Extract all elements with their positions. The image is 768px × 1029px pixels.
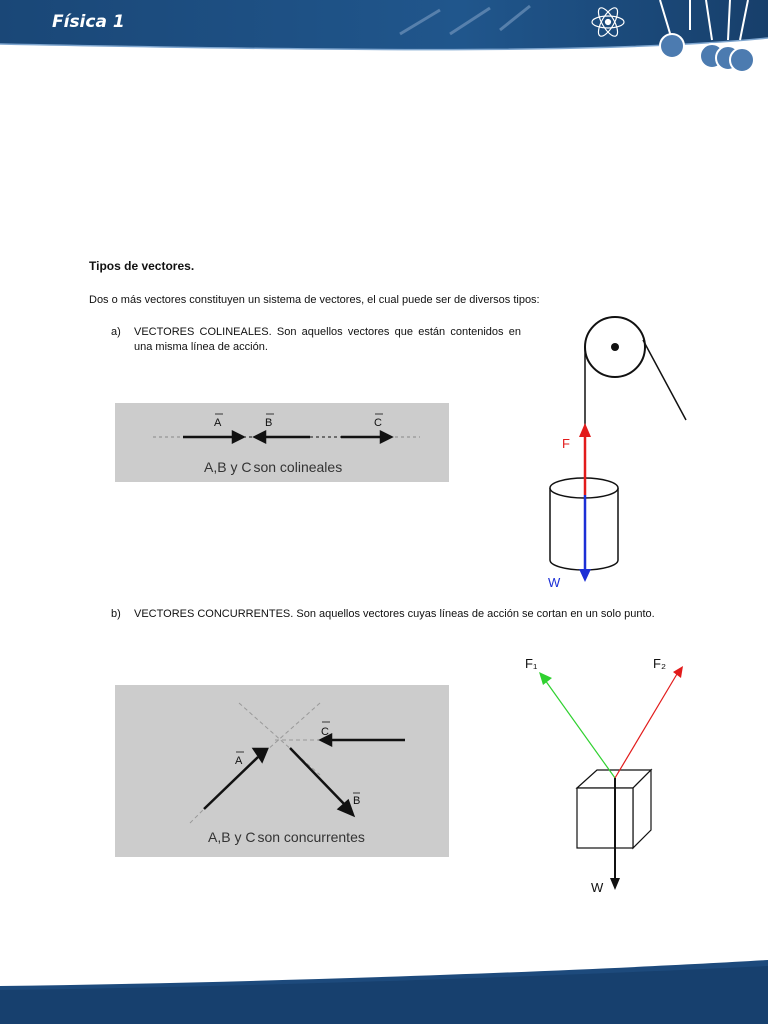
- page-header: [0, 0, 768, 80]
- label-c: C: [321, 726, 329, 738]
- item-concurrentes: [111, 607, 731, 622]
- f2-label: F₂: [653, 656, 666, 671]
- item-term: VECTORES CONCURRENTES: [134, 608, 291, 620]
- colineales-diagram: [115, 403, 449, 482]
- label-a: A: [214, 417, 222, 429]
- item-marker: b): [111, 608, 121, 620]
- f1-label: F₁: [525, 656, 538, 671]
- weight-label: W: [591, 880, 604, 895]
- block-forces-figure: [515, 650, 705, 900]
- concurrentes-diagram: [115, 685, 449, 857]
- item-colineales: [111, 325, 521, 355]
- item-marker: a): [111, 326, 121, 338]
- item-text: . Son aquellos vectores cuyas líneas de acción se cortan en un solo punto.: [290, 608, 655, 620]
- vector-a: [204, 757, 258, 809]
- item-term: VECTORES COLINEALES: [134, 326, 269, 338]
- label-c: C: [374, 417, 382, 429]
- force-f-label: F: [562, 436, 570, 451]
- item-text: . Son aquellos vectores que están contenidos en una misma línea de acción.: [134, 326, 521, 353]
- caption-concurrentes: A,B y C son concurrentes: [208, 829, 365, 845]
- intro-paragraph: Dos o más vectores constituyen un sistema de vectores, el cual puede ser de diversos tipos:: [89, 294, 540, 306]
- section-title: Tipos de vectores.: [89, 259, 195, 273]
- f2-arrow: [615, 674, 677, 778]
- label-b: B: [265, 417, 273, 429]
- item-body: [134, 607, 731, 622]
- label-b: B: [353, 795, 361, 807]
- item-body: [134, 325, 521, 355]
- vector-b: [290, 748, 347, 807]
- weight-w-label: W: [548, 575, 561, 590]
- label-a: A: [235, 755, 243, 767]
- f1-arrow: [545, 680, 615, 778]
- caption-colineales: A,B y C son colineales: [204, 459, 343, 475]
- pulley-figure: [540, 310, 700, 595]
- header-title: Física 1: [52, 12, 125, 32]
- page-footer: [0, 960, 768, 1024]
